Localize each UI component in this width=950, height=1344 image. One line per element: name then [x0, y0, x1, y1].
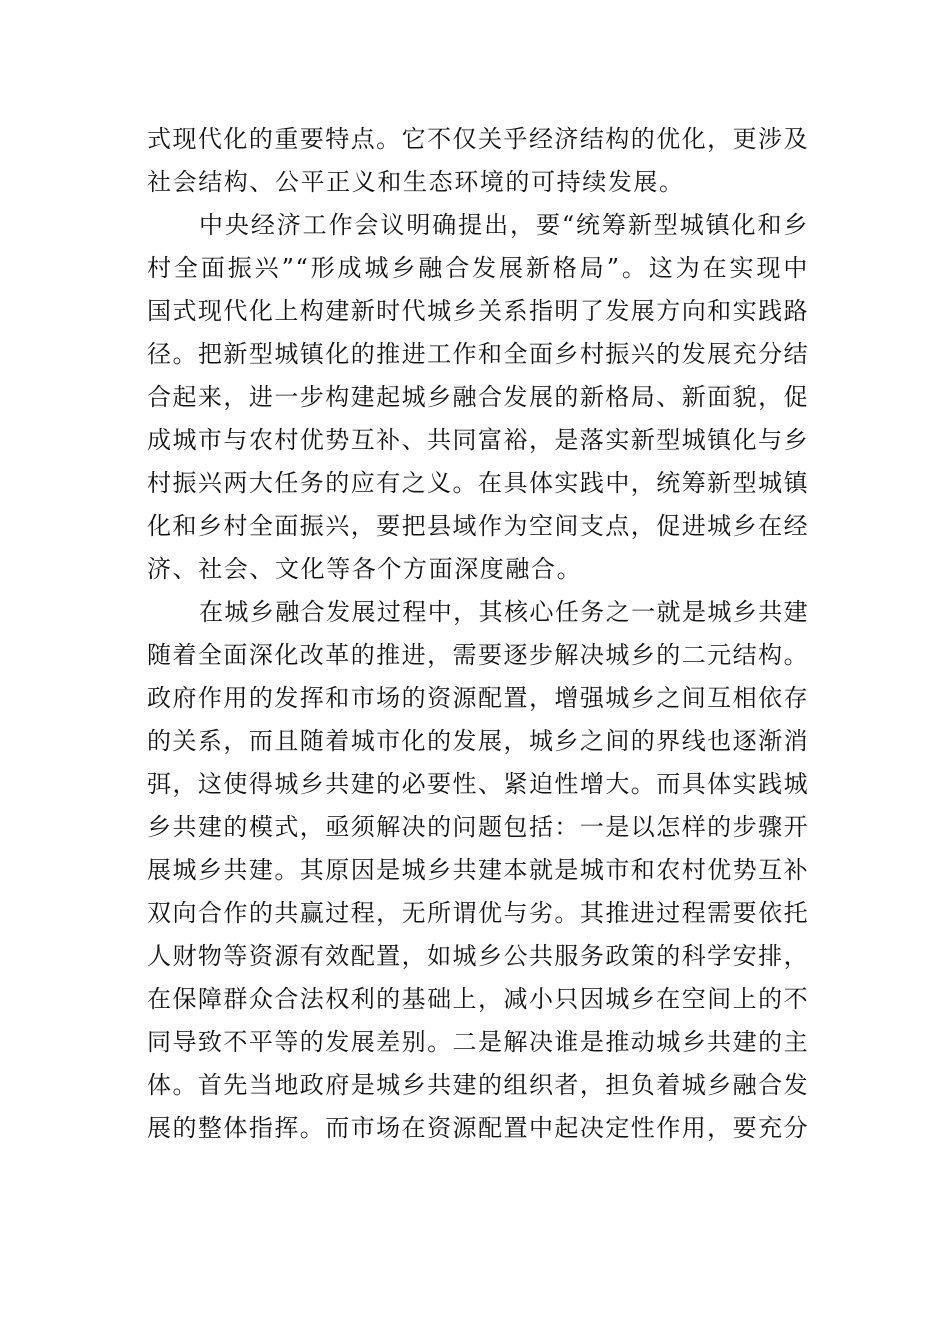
paragraph-2: [147, 204, 809, 591]
text-line: 国式现代化上构建新时代城乡关系指明了发展方向和实践路: [147, 297, 809, 325]
text-line: 在城乡融合发展过程中，其核心任务之一就是城乡共建: [199, 598, 809, 626]
text-line: 弭，这使得城乡共建的必要性、紧迫性增大。而具体实践城: [147, 770, 809, 798]
text-line: 展城乡共建。其原因是城乡共建本就是城市和农村优势互补: [147, 856, 809, 884]
text-line: 社会结构、公平正义和生态环境的可持续发展。: [147, 168, 685, 196]
text-line: 政府作用的发挥和市场的资源配置，增强城乡之间互相依存: [147, 684, 809, 712]
text-line: 的关系，而且随着城市化的发展，城乡之间的界线也逐渐消: [147, 727, 809, 755]
text-line: 村振兴两大任务的应有之义。在具体实践中，统筹新型城镇: [147, 469, 809, 497]
text-line: 济、社会、文化等各个方面深度融合。: [147, 555, 583, 583]
document-body: [147, 118, 809, 1150]
text-line: 乡共建的模式，亟须解决的问题包括：一是以怎样的步骤开: [147, 813, 809, 841]
text-line: 双向合作的共赢过程，无所谓优与劣。其推进过程需要依托: [147, 899, 809, 927]
text-line: 人财物等资源有效配置，如城乡公共服务政策的科学安排，: [147, 942, 809, 970]
text-line: 中央经济工作会议明确提出，要“统筹新型城镇化和乡: [199, 211, 809, 239]
text-line: 随着全面深化改革的推进，需要逐步解决城乡的二元结构。: [147, 641, 809, 669]
text-line: 村全面振兴”“形成城乡融合发展新格局”。这为在实现中: [147, 254, 809, 282]
text-line: 化和乡村全面振兴，要把县域作为空间支点，促进城乡在经: [147, 512, 809, 540]
text-line: 成城市与农村优势互补、共同富裕，是落实新型城镇化与乡: [147, 426, 809, 454]
paragraph-3: [147, 591, 809, 1150]
text-line: 体。首先当地政府是城乡共建的组织者，担负着城乡融合发: [147, 1071, 809, 1099]
text-line: 同导致不平等的发展差别。二是解决谁是推动城乡共建的主: [147, 1028, 809, 1056]
text-line: 径。把新型城镇化的推进工作和全面乡村振兴的发展充分结: [147, 340, 809, 368]
text-line: 式现代化的重要特点。它不仅关乎经济结构的优化，更涉及: [147, 125, 809, 153]
text-line: 在保障群众合法权利的基础上，减小只因城乡在空间上的不: [147, 985, 809, 1013]
text-line: 展的整体指挥。而市场在资源配置中起决定性作用，要充分: [147, 1114, 809, 1142]
text-line: 合起来，进一步构建起城乡融合发展的新格局、新面貌，促: [147, 383, 809, 411]
paragraph-1: [147, 118, 809, 204]
